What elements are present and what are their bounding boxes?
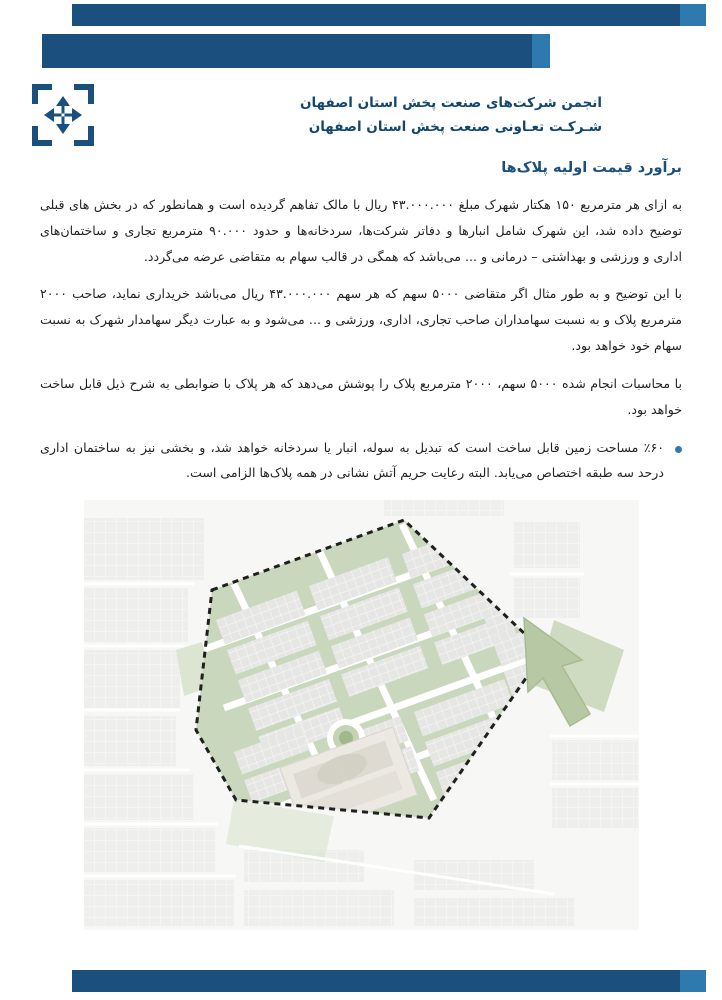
header-band-dark [42,34,532,68]
logo-container [30,82,130,154]
paragraph-3: با محاسبات انجام شده ۵۰۰۰ سهم، ۲۰۰۰ مترمربع پلاک را پوشش می‌دهد که هر پلاک با ضوابطی به شرح ذیل قابل ساخت خواهد بود. [40,375,682,417]
four-arrows-inward-icon [30,82,96,148]
body-content [40,192,682,486]
masterplan-site-map [84,500,639,930]
bottom-bar-dark-segment [72,970,680,992]
page-title: برآورد قیمت اولیه پلاک‌ها [501,160,682,176]
bottom-bar-left-tab [42,970,66,992]
bullet-dot-icon [675,446,682,453]
paragraph-2: با این توضیح و به طور مثال اگر متقاضی ۵۰۰۰ سهم که هر سهم ۴۳.۰۰۰.۰۰۰ ریال می‌باشد خریداری نماید، صاحب ۲۰۰۰ مترمربع پلاک و به نسبت سهامداران صاحب تجاری، اداری، ورزشی و ... می‌شود و به عبارت دیگر سهامدار شهرک به نسبت سهام خود خواهد بود. [40,286,682,354]
top-bar-dark-segment [72,4,680,26]
bottom-bar-accent-segment [680,970,706,992]
top-decorative-bar [0,0,722,30]
header-band-accent [532,34,550,68]
organization-name-line-1: انجمن شرکت‌های صنعت پخش استان اصفهان [300,95,602,111]
paragraph-1: به ازای هر مترمربع ۱۵۰ هکتار شهرک مبلغ ۴۳.۰۰۰.۰۰۰ ریال با مالک تفاهم گردیده است و همانطور که در بخش های قبلی توضیح داده شد، این شهرک شامل انبارها و دفاتر شرکت‌ها، سردخانه‌ها و حدود ۹۰.۰۰۰ مترمربع تجاری و ساختمان‌های اداری و ورزشی و بهداشتی – درمانی و ... می‌باشد که همگی در قالب سهام به متقاضی عرضه می‌گردد. [40,197,682,264]
organization-titles [300,92,602,139]
bullet-item [40,435,682,487]
bullet-item-text: ٪۶۰ مساحت زمین قابل ساخت است که تبدیل به سوله، انبار یا سردخانه خواهد شد، و بخشی نیز به ساختمان اداری درحد سه طبقه اختصاص می‌یابد. البته رعایت حریم آتش نشانی در همه پلاک‌ها الزامی است. [40,439,664,481]
top-bar-accent-segment [680,4,706,26]
organization-name-line-2: شـرکـت تعـاونی صنعت پخش استان اصفهان [308,118,602,135]
